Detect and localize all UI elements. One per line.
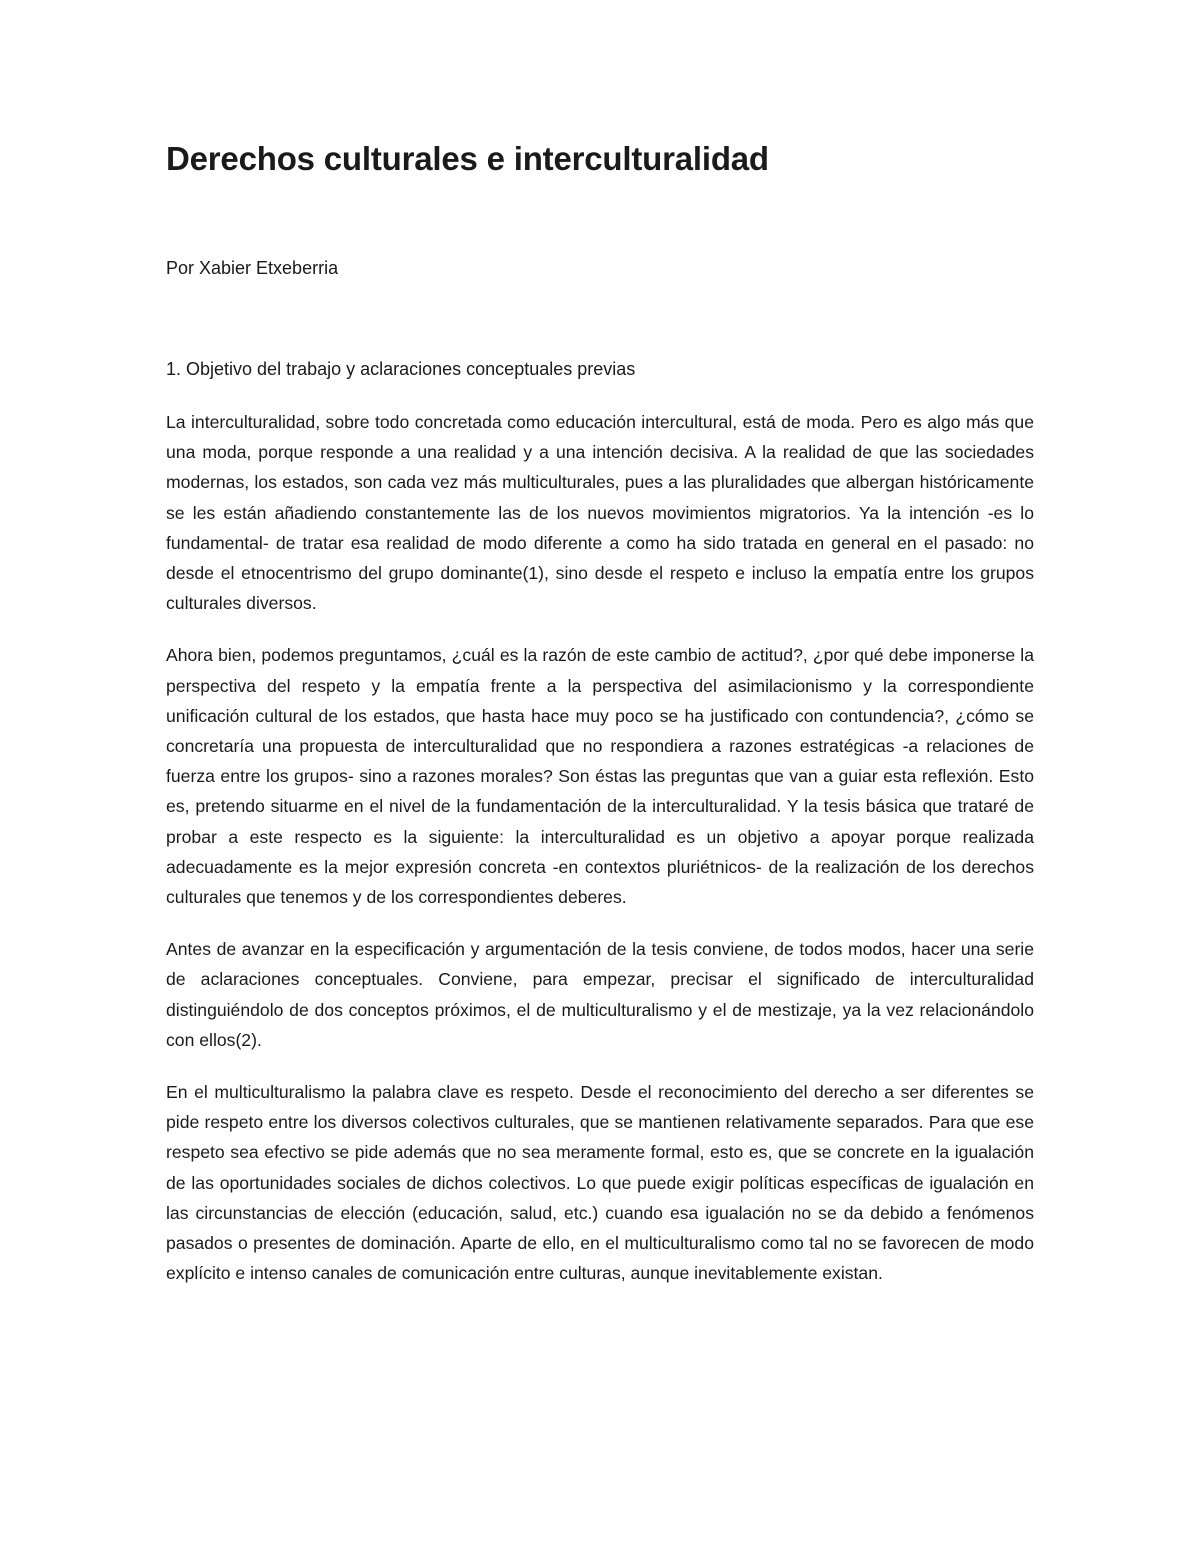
paragraph-3: Antes de avanzar en la especificación y argumentación de la tesis conviene, de todos modos, hacer una serie de aclaraciones conceptuales. Conviene, para empezar, precisar el significado de interculturalidad distinguiéndolo de dos conceptos próximos, el de multiculturalismo y el de mestizaje, ya la vez relacionándolo con ellos(2).: [166, 939, 1034, 1050]
paragraph-4: En el multiculturalismo la palabra clave es respeto. Desde el reconocimiento del derecho a ser diferentes se pide respeto entre los diversos colectivos culturales, que se mantienen relativamente separados. Para que ese respeto sea efectivo se pide además que no sea meramente formal, esto es, que se concrete en la igualación de las oportunidades sociales de dichos colectivos. Lo que puede exigir políticas específicas de igualación en las circunstancias de elección (educación, salud, etc.) cuando esa igualación no se da debido a fenómenos pasados o presentes de dominación. Aparte de ello, en el multiculturalismo como tal no se favorecen de modo explícito e intenso canales de comunicación entre culturas, aunque inevitablemente existan.: [166, 1082, 1034, 1284]
paragraph-1: La interculturalidad, sobre todo concretada como educación intercultural, está de moda. Pero es algo más que una moda, porque responde a una realidad y a una intención decisiva. A la realidad de que las sociedades modernas, los estados, son cada vez más multiculturales, pues a las pluralidades que albergan históricamente se les están añadiendo constantemente las de los nuevos movimientos migratorios. Ya la intención -es lo fundamental- de tratar esa realidad de modo diferente a como ha sido tratada en general en el pasado: no desde el etnocentrismo del grupo dominante(1), sino desde el respeto e incluso la empatía entre los grupos culturales diversos.: [166, 412, 1034, 614]
document-title: Derechos culturales e interculturalidad: [166, 140, 769, 177]
paragraph-2: Ahora bien, podemos preguntamos, ¿cuál es la razón de este cambio de actitud?, ¿por qué debe imponerse la perspectiva del respeto y la empatía frente a la perspectiva del asimilacionismo y la correspondiente unificación cultural de los estados, que hasta hace muy poco se ha justificado con contundencia?, ¿cómo se concretaría una propuesta de interculturalidad que no respondiera a razones estratégicas -a relaciones de fuerza entre los grupos- sino a razones morales? Son éstas las preguntas que van a guiar esta reflexión. Esto es, pretendo situarme en el nivel de la fundamentación de la interculturalidad. Y la tesis básica que trataré de probar a este respecto es la siguiente: la interculturalidad es un objetivo a apoyar porque realizada adecuadamente es la mejor expresión concreta -en contextos pluriétnicos- de la realización de los derechos culturales que tenemos y de los correspondientes deberes.: [166, 645, 1034, 908]
document-author: Por Xabier Etxeberria: [166, 258, 339, 278]
section-heading: 1. Objetivo del trabajo y aclaraciones conceptuales previas: [166, 359, 636, 379]
document-body: [166, 407, 1034, 1310]
